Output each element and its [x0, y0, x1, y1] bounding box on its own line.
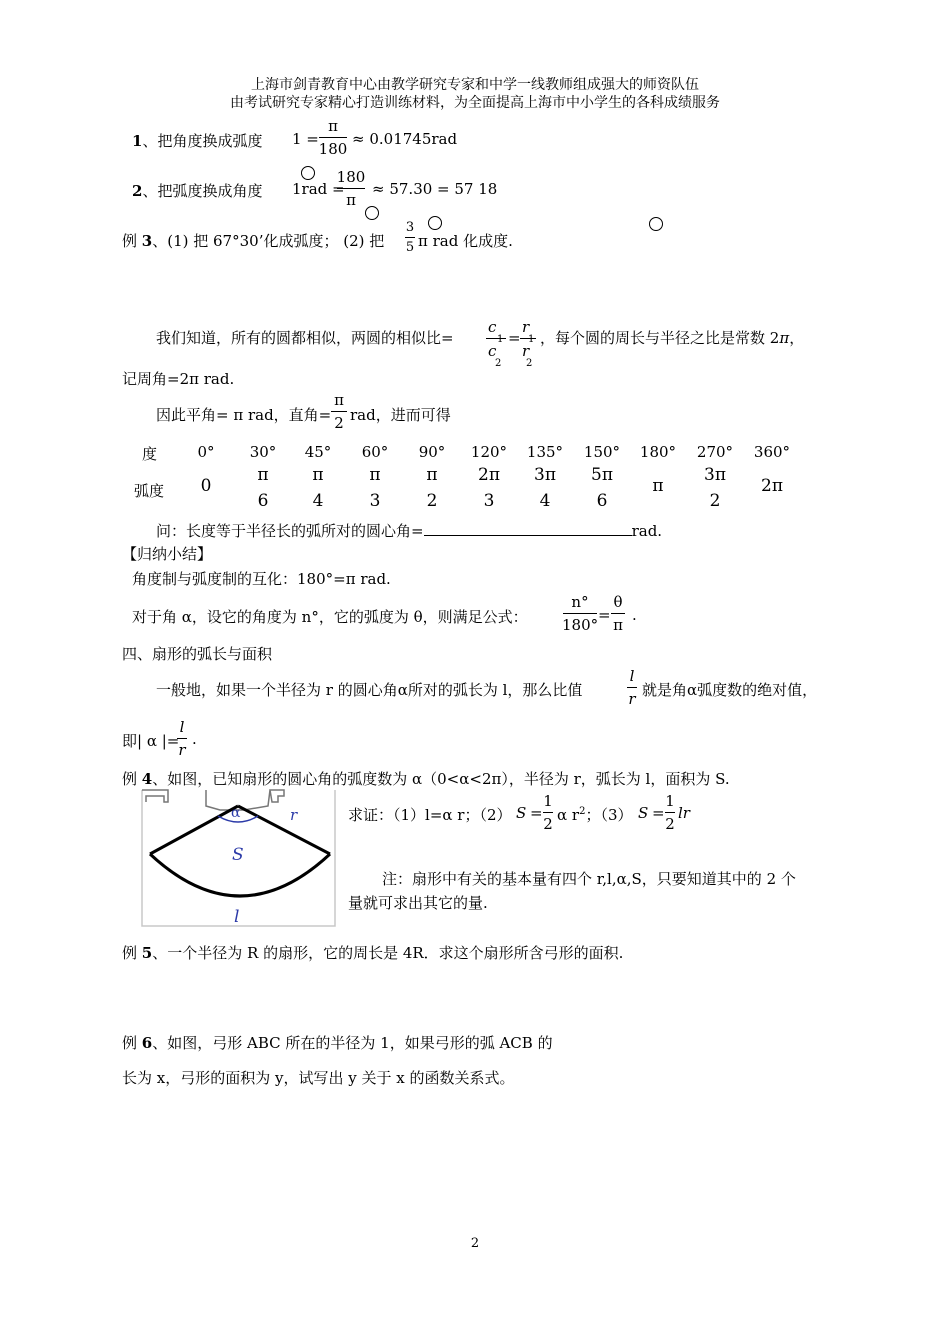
degree-circle-mark	[301, 166, 315, 180]
degree-cell: 90°	[418, 443, 446, 461]
radian-denominator: 4	[312, 491, 324, 511]
radian-cell	[293, 462, 343, 514]
radian-numerator: π	[369, 465, 381, 485]
radian-cell	[464, 462, 514, 514]
question-line: 问：长度等于半径长的弧所对的圆心角= rad.	[156, 522, 663, 540]
summary-title: 【归纳小结】	[122, 545, 213, 563]
degree-cell: 270°	[696, 443, 734, 461]
degree-cell: 30°	[249, 443, 277, 461]
radian-denominator: 4	[539, 491, 551, 511]
radian-denominator: 2	[426, 491, 438, 511]
paragraph-text-2: 就是角α弧度数的绝对值，	[642, 681, 818, 699]
formula-equals: =	[598, 606, 611, 624]
degree-circle-mark	[428, 216, 442, 230]
alpha-r-squared: α $r^2$；（3）	[557, 806, 633, 824]
radian-numerator: π	[426, 465, 438, 485]
radian-numerator: π	[257, 465, 269, 485]
item-2-lhs: 1rad =	[292, 180, 345, 198]
arc-length-label: l	[234, 907, 240, 927]
page-number: 2	[470, 1236, 480, 1251]
radian-numerator: π	[312, 465, 324, 485]
c1-symbol: c	[488, 318, 497, 336]
radian-numerator: 3π	[534, 465, 556, 485]
example-3-text: 例 3、(1) 把 67°30’化成弧度； (2) 把	[122, 232, 385, 250]
r2-subscript: 2	[526, 358, 533, 369]
example-6-line-2: 长为 x，弓形的面积为 y，试写出 y 关于 x 的函数关系式。	[122, 1069, 515, 1087]
radian-numerator: 2π	[478, 465, 500, 485]
radius-label: r	[290, 806, 298, 824]
answer-blank[interactable]	[424, 521, 632, 536]
radian-cell	[238, 462, 288, 514]
abs-alpha-fraction: l r	[178, 718, 186, 759]
fraction-bar	[520, 338, 536, 339]
degree-cell: 360°	[753, 443, 791, 461]
r2-symbol: r	[522, 342, 530, 360]
r1-symbol: r	[522, 318, 530, 336]
radian-denominator: 6	[596, 491, 608, 511]
note-line-1: 注：扇形中有关的基本量有四个 r,l,α,S，只要知道其中的 2 个	[382, 870, 796, 888]
item-2-rhs: ≈ 57.30 = 57 18	[372, 180, 498, 198]
example-3-text-2: π rad 化成度.	[418, 232, 513, 250]
item-2-label: 2、把弧度换成角度	[132, 182, 263, 200]
header-line-2: 由考试研究专家精心打造训练材料，为全面提高上海市中小学生的各科成绩服务	[230, 95, 720, 111]
proof-text: 求证：（1）l=α r；（2）	[348, 806, 512, 824]
radian-cell	[520, 462, 570, 514]
ratio-fraction: l r	[628, 667, 636, 708]
formula-fraction-radians: θ π	[610, 591, 626, 636]
area-symbol: S	[516, 804, 527, 822]
angles-text-1: 因此平角= π rad，直角=	[156, 406, 332, 424]
right-angle-fraction: π 2	[330, 389, 348, 434]
example-4-text: 例 4、如图，已知扇形的圆心角的弧度数为 α（0<α<2π），半径为 r，弧长为 l，面积为 S.	[122, 770, 730, 788]
degree-circle-mark	[649, 217, 663, 231]
c2-symbol: c	[488, 342, 497, 360]
example-6-line-1: 例 6、如图，弓形 ABC 所在的半径为 1，如果弓形的弧 ACB 的	[122, 1034, 553, 1052]
radian-cell: 2π	[761, 476, 783, 496]
formula-fraction-degrees: n° 180°	[562, 593, 599, 634]
item-1-label: 1、把角度换成弧度	[132, 132, 263, 150]
item-1-fraction: π 180	[318, 117, 348, 158]
degree-cell: 180°	[639, 443, 677, 461]
alpha-label: α	[231, 805, 241, 821]
degree-cell: 135°	[526, 443, 564, 461]
degree-circle-mark	[365, 206, 379, 220]
degree-cell: 60°	[361, 443, 389, 461]
note-line-2: 量就可求出其它的量.	[348, 894, 488, 912]
left-radius-line	[150, 806, 238, 854]
radian-cell	[577, 462, 627, 514]
radian-denominator: 2	[709, 491, 721, 511]
right-radius-line	[238, 806, 330, 854]
full-angle-line: 记周角=2π rad.	[122, 370, 235, 388]
example-3-fraction: 3 5	[405, 220, 415, 255]
summary-line-2: 对于角 α，设它的角度为 n°，它的弧度为 θ，则满足公式：	[132, 608, 528, 626]
item-1-rhs: ≈ 0.01745rad	[352, 130, 458, 148]
example-5-text: 例 5、一个半径为 R 的扇形，它的周长是 4R．求这个扇形所含弓形的面积.	[122, 944, 624, 962]
area-label: S	[232, 845, 244, 865]
fraction-bar	[486, 338, 506, 339]
table-row-label-degree: 度	[142, 445, 158, 463]
section-4-title: 四、扇形的弧长与面积	[122, 645, 273, 663]
figure-cutout-border	[142, 790, 284, 810]
equals-sign: =	[508, 329, 521, 347]
degree-cell: 45°	[304, 443, 332, 461]
lr-symbol: lr	[678, 804, 690, 822]
summary-line-1: 角度制与弧度制的互化：180°=π rad.	[132, 570, 391, 588]
sector-figure	[140, 788, 340, 928]
item-2-fraction: 180 π	[336, 168, 366, 209]
radian-cell	[690, 462, 740, 514]
radian-cell: π	[652, 476, 664, 496]
paragraph-text-1: 一般地，如果一个半径为 r 的圆心角α所对的弧长为 l，那么比值	[156, 681, 583, 699]
abs-alpha-period: .	[192, 730, 197, 748]
r1-subscript: 1	[528, 334, 535, 345]
equals-sign: =	[652, 804, 665, 822]
equals-sign: =	[530, 804, 543, 822]
radian-cell	[350, 462, 400, 514]
table-row-label-radian: 弧度	[134, 482, 165, 500]
radian-denominator: 6	[257, 491, 269, 511]
degree-cell: 0°	[197, 443, 215, 461]
degree-cell: 150°	[583, 443, 621, 461]
radian-numerator: 3π	[704, 465, 726, 485]
item-1-lhs: 1 =	[292, 130, 319, 148]
c1-subscript: 1	[497, 334, 504, 345]
radian-cell: 0	[200, 476, 212, 496]
half-fraction: 1 2	[543, 792, 553, 833]
radian-denominator: 3	[483, 491, 495, 511]
formula-period: .	[632, 606, 637, 624]
radian-denominator: 3	[369, 491, 381, 511]
similarity-text-2: ，每个圆的周长与半径之比是常数 2π，	[540, 329, 805, 347]
abs-alpha-line: 即| α |=	[122, 732, 180, 750]
angles-text-2: rad，进而可得	[350, 406, 451, 424]
degree-cell: 120°	[470, 443, 508, 461]
area-symbol: S	[638, 804, 649, 822]
radian-numerator: 5π	[591, 465, 613, 485]
half-fraction: 1 2	[665, 792, 675, 833]
header-line-1: 上海市剑青教育中心由教学研究专家和中学一线教师组成强大的师资队伍	[251, 77, 699, 93]
c2-subscript: 2	[495, 358, 502, 369]
radian-cell	[407, 462, 457, 514]
similarity-text-1: 我们知道，所有的圆都相似，两圆的相似比=	[156, 329, 454, 347]
